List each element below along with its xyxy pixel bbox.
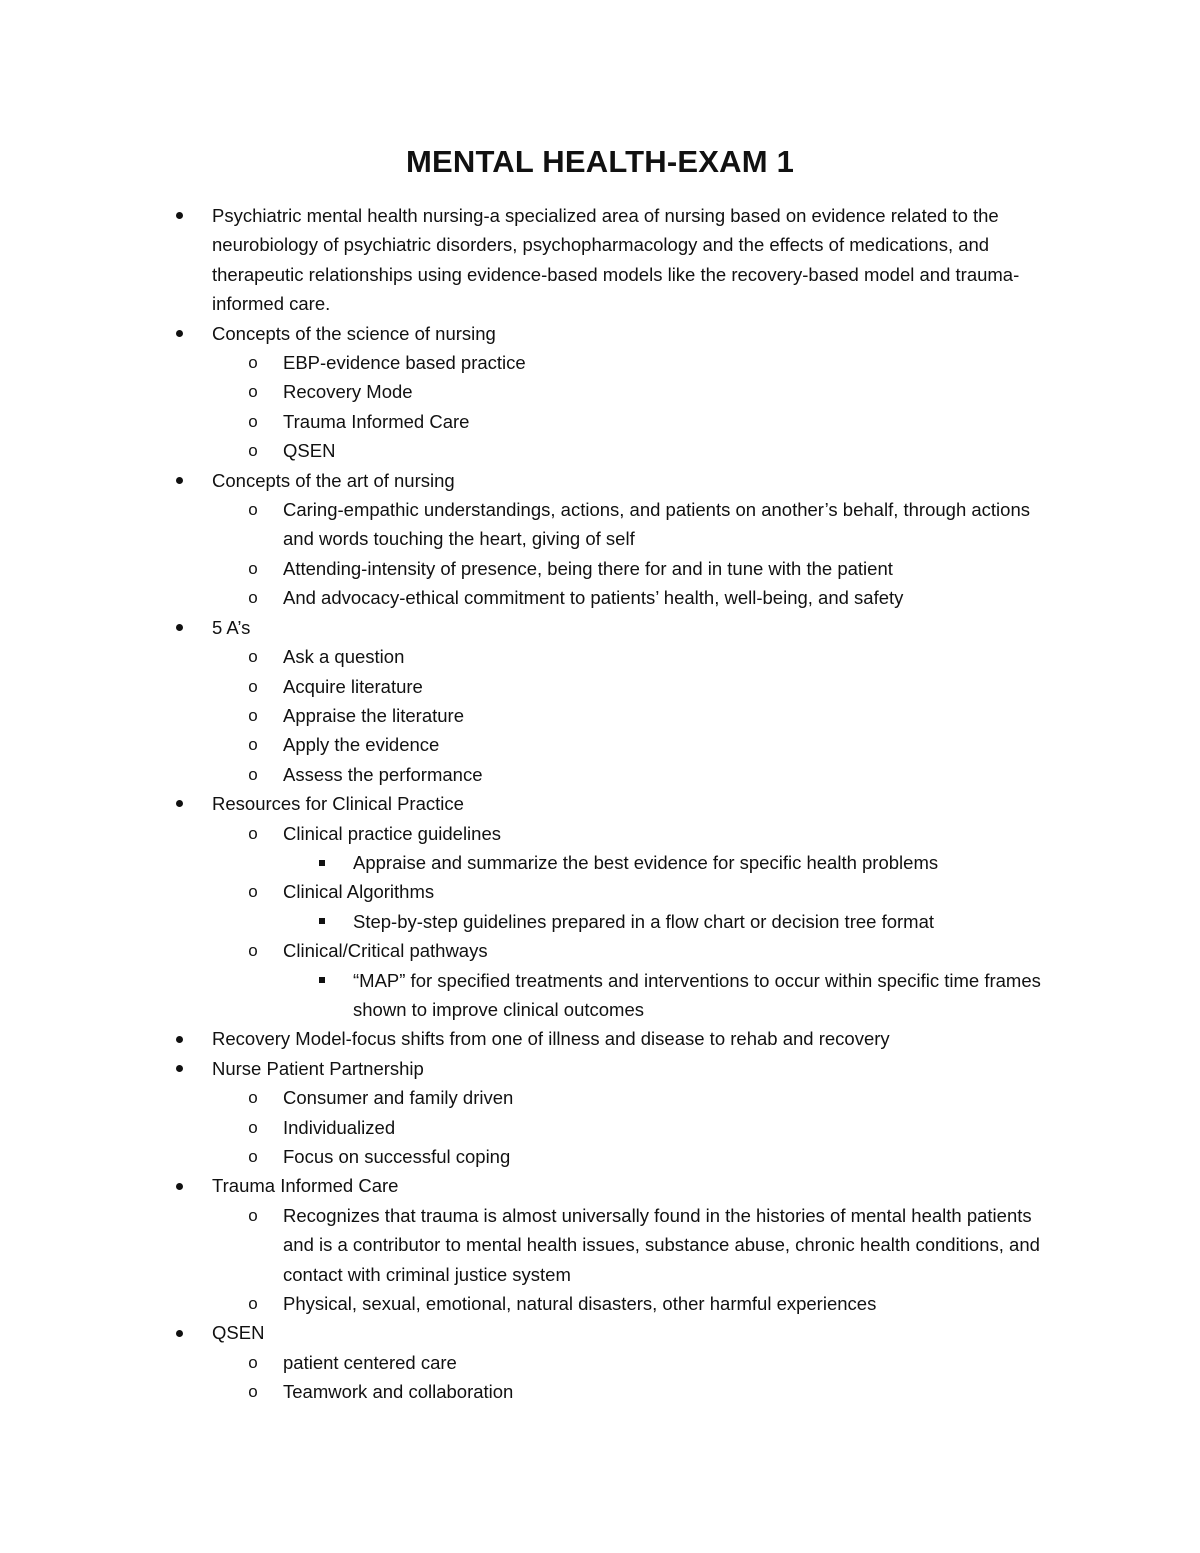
list-item-text: Physical, sexual, emotional, natural disasters, other harmful experiences <box>283 1293 877 1315</box>
list-item-text: Individualized <box>283 1116 396 1138</box>
list-item-text: Trauma Informed Care <box>212 1175 399 1197</box>
list-item-text: 5 A’s <box>212 616 251 638</box>
circle-bullet-icon: o <box>248 411 258 431</box>
square-bullet-icon <box>315 848 329 877</box>
list-item-text: Teamwork and collaboration <box>283 1381 514 1403</box>
list-item <box>0 436 1053 465</box>
list-item <box>0 1318 1052 1347</box>
circle-bullet-icon: o <box>248 441 258 461</box>
list-item-text: Recovery Mode <box>283 381 413 403</box>
list-item-text: QSEN <box>283 440 336 462</box>
list-item-text: Recovery Model-focus shifts from one of illness and disease to rehab and recovery <box>212 1028 890 1050</box>
list-item-text: Apply the evidence <box>283 734 440 756</box>
list-item-text: Clinical Algorithms <box>283 881 435 903</box>
list-item-text: Acquire literature <box>283 675 423 697</box>
circle-bullet-icon: o <box>248 382 258 402</box>
list-item <box>0 1348 1053 1377</box>
list-item <box>0 319 1052 348</box>
list-item <box>0 1201 1053 1289</box>
list-item-text: Ask a question <box>283 646 405 668</box>
bullet-list <box>0 201 1200 1407</box>
circle-bullet-icon: o <box>248 764 258 784</box>
list-item <box>0 730 1053 759</box>
list-item-text: Clinical/Critical pathways <box>283 940 488 962</box>
list-item <box>0 495 1053 554</box>
disc-bullet-icon <box>172 1024 186 1053</box>
list-item-text: Consumer and family driven <box>283 1087 514 1109</box>
list-item-text: Concepts of the art of nursing <box>212 469 455 491</box>
circle-bullet-icon: o <box>248 500 258 520</box>
list-item <box>0 936 1053 965</box>
list-item <box>0 848 1053 877</box>
circle-bullet-icon: o <box>248 735 258 755</box>
list-item-text: Focus on successful coping <box>283 1146 511 1167</box>
list-item <box>0 348 1053 377</box>
list-item <box>0 201 1052 319</box>
list-item <box>0 789 1052 818</box>
list-item <box>0 377 1053 406</box>
list-item <box>0 1024 1052 1053</box>
list-item <box>0 1171 1052 1200</box>
circle-bullet-icon: o <box>248 1205 258 1225</box>
list-item-text: Recognizes that trauma is almost universally found in the histories of mental health patients and is a contributor to mental health issues, substance abuse, chronic health conditions, and contact with criminal justice system <box>283 1204 1040 1285</box>
list-item-text: And advocacy-ethical commitment to patients’ health, well-being, and safety <box>283 587 904 609</box>
circle-bullet-icon: o <box>248 353 258 373</box>
list-item <box>0 701 1053 730</box>
circle-bullet-icon: o <box>248 558 258 578</box>
list-item <box>0 407 1053 436</box>
circle-bullet-icon: o <box>248 705 258 725</box>
list-item <box>0 819 1053 848</box>
list-item-text: Attending-intensity of presence, being there for and in tune with the patient <box>283 557 893 579</box>
list-item <box>0 1054 1052 1083</box>
circle-bullet-icon: o <box>248 588 258 608</box>
list-item-text: Appraise the literature <box>283 704 464 726</box>
list-item-text: Concepts of the science of nursing <box>212 322 496 344</box>
list-item-text: patient centered care <box>283 1351 457 1373</box>
circle-bullet-icon: o <box>248 1294 258 1314</box>
list-item-text: QSEN <box>212 1322 265 1344</box>
disc-bullet-icon <box>172 201 186 230</box>
list-item <box>0 760 1053 789</box>
circle-bullet-icon: o <box>248 647 258 667</box>
list-item <box>0 554 1053 583</box>
list-item <box>0 1113 1053 1142</box>
list-item <box>0 1289 1053 1318</box>
disc-bullet-icon <box>172 466 186 495</box>
circle-bullet-icon: o <box>248 1352 258 1372</box>
circle-bullet-icon: o <box>248 882 258 902</box>
list-item <box>0 1083 1053 1112</box>
disc-bullet-icon <box>172 1054 186 1083</box>
square-bullet-icon <box>315 966 329 995</box>
list-item <box>0 1377 1053 1406</box>
document-title: MENTAL HEALTH-EXAM 1 <box>405 144 795 179</box>
list-item <box>0 583 1053 612</box>
disc-bullet-icon <box>172 319 186 348</box>
circle-bullet-icon: o <box>248 676 258 696</box>
list-item-text: Step-by-step guidelines prepared in a flow chart or decision tree format <box>353 910 934 932</box>
list-item-text: Assess the performance <box>283 763 483 785</box>
list-item-text: Psychiatric mental health nursing-a specialized area of nursing based on evidence related to the neurobiology of psychiatric disorders, psychopharmacology and the effects of medications, and therapeutic relationships using evidence-based models like the recovery-based model and trauma-informed care. <box>212 205 1020 315</box>
list-item-text: Clinical practice guidelines <box>283 822 501 844</box>
circle-bullet-icon: o <box>248 1088 258 1108</box>
list-item-text: Trauma Informed Care <box>283 410 470 432</box>
list-item <box>0 1142 1053 1171</box>
list-item <box>0 877 1053 906</box>
circle-bullet-icon: o <box>248 823 258 843</box>
circle-bullet-icon: o <box>248 1382 258 1402</box>
circle-bullet-icon: o <box>248 1147 258 1166</box>
disc-bullet-icon <box>172 613 186 642</box>
list-item <box>0 672 1053 701</box>
disc-bullet-icon <box>172 1171 186 1200</box>
disc-bullet-icon <box>172 789 186 818</box>
circle-bullet-icon: o <box>248 941 258 961</box>
disc-bullet-icon <box>172 1318 186 1347</box>
list-item-text: Resources for Clinical Practice <box>212 793 464 815</box>
list-item <box>0 907 1053 936</box>
list-item-text: EBP-evidence based practice <box>283 352 526 374</box>
circle-bullet-icon: o <box>248 1117 258 1137</box>
list-item-text: Nurse Patient Partnership <box>212 1057 424 1079</box>
list-item <box>0 466 1052 495</box>
square-bullet-icon <box>315 907 329 936</box>
list-item-text: Appraise and summarize the best evidence for specific health problems <box>353 851 939 873</box>
list-item-text: “MAP” for specified treatments and interventions to occur within specific time frames shown to improve clinical outcomes <box>353 969 1041 1020</box>
list-item <box>0 613 1052 642</box>
list-item-text: Caring-empathic understandings, actions, and patients on another’s behalf, through actions and words touching the heart, giving of self <box>283 499 1030 550</box>
list-item <box>0 642 1053 671</box>
list-item <box>0 966 1053 1025</box>
